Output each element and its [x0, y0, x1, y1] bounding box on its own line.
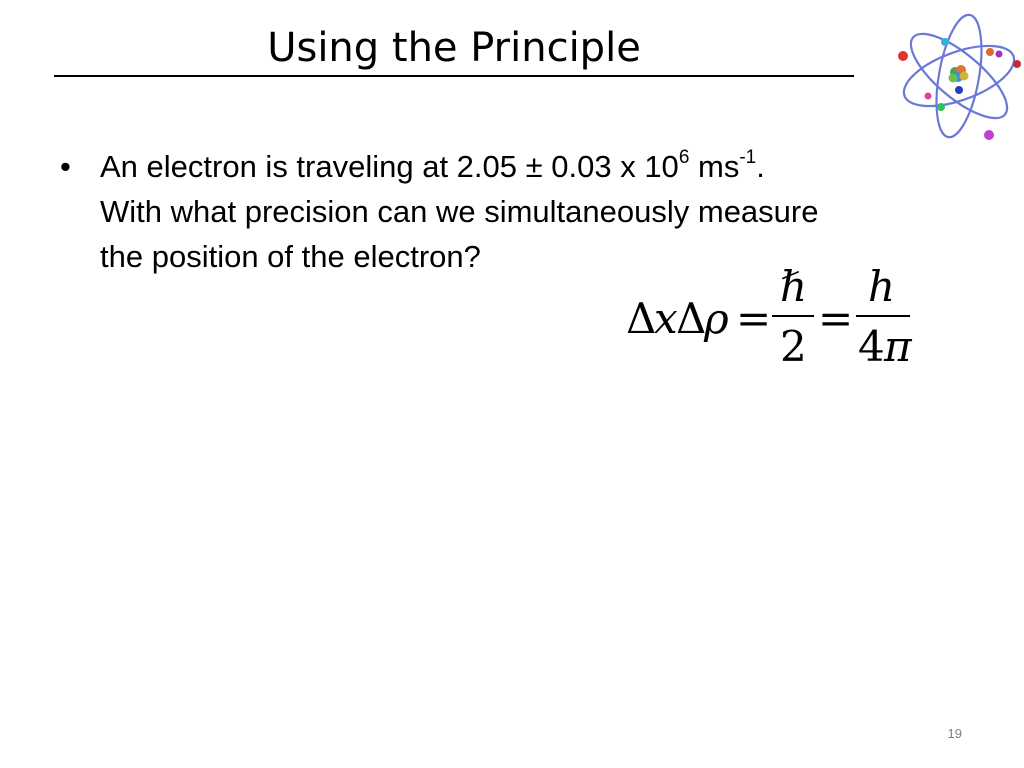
- equals-sign-1: =: [736, 294, 772, 343]
- delta-x-symbol: Δ: [626, 294, 657, 343]
- fraction-bar-1: [772, 315, 814, 317]
- equals-sign-2: =: [818, 294, 854, 343]
- denominator-2: 2: [780, 322, 807, 371]
- bullet-text: [100, 144, 980, 279]
- x-variable: x: [654, 294, 678, 343]
- exponent-minus-1: -1: [739, 147, 757, 168]
- title-underline: [54, 75, 854, 77]
- bullet-line-2: With what precision can we simultaneously measure: [100, 194, 819, 229]
- h-numerator: h: [868, 262, 896, 311]
- h-bar-numerator: ℏ: [780, 262, 808, 311]
- period: .: [756, 149, 765, 184]
- denominator-4: 4: [858, 322, 885, 371]
- slide-title: Using the Principle: [267, 25, 641, 71]
- pi-symbol: π: [884, 322, 912, 371]
- atom-icon: [895, 12, 1023, 146]
- bullet-line-3: the position of the electron?: [100, 239, 481, 274]
- unit-ms: ms: [689, 149, 740, 184]
- delta-p-symbol: Δ: [676, 294, 707, 343]
- bullet-marker: •: [60, 149, 71, 184]
- page-number: 19: [947, 726, 962, 741]
- bullet-line-1: [100, 144, 980, 189]
- exponent-6: 6: [678, 147, 690, 168]
- fraction-bar-2: [856, 315, 910, 317]
- rho-variable: ρ: [704, 294, 729, 343]
- bullet-line-1-text: An electron is traveling at 2.05 ± 0.03 x 10: [100, 149, 679, 184]
